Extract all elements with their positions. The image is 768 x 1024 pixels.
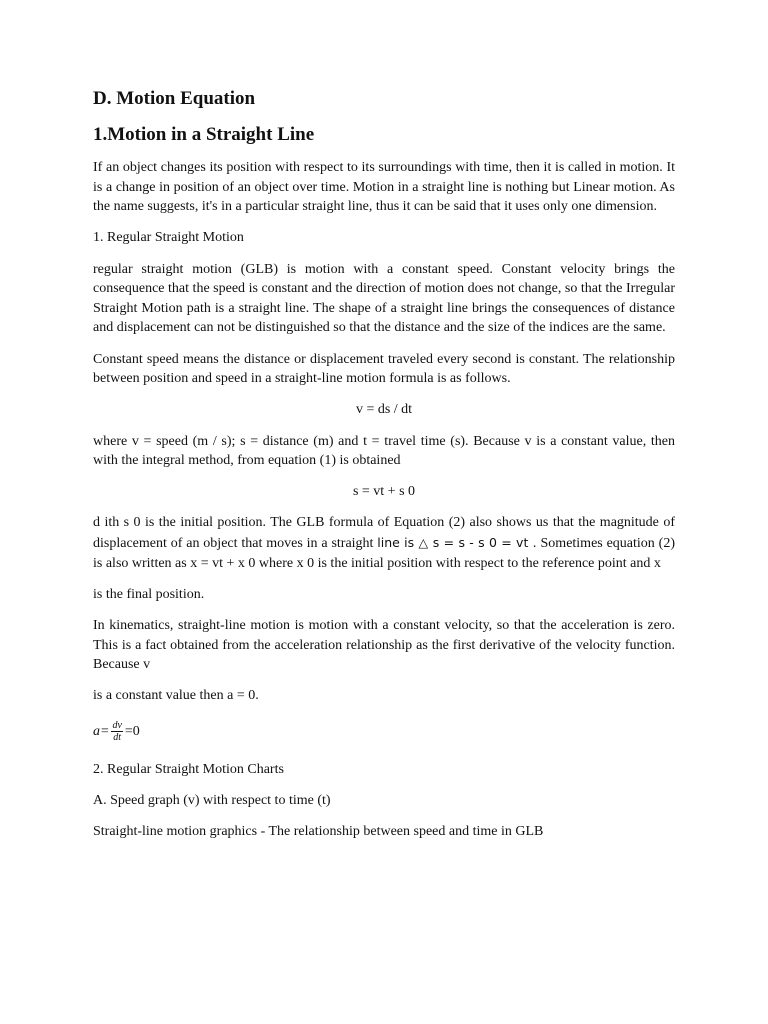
speed-graph-title: A. Speed graph (v) with respect to time (t) <box>93 792 331 808</box>
constant-value-paragraph: is a constant value then a = 0. <box>93 688 259 704</box>
equation-position: s = vt + s 0 <box>352 484 416 500</box>
formula-numerator: dv <box>112 720 122 732</box>
formula-denominator: dt <box>113 732 122 744</box>
final-position-paragraph: is the final position. <box>93 586 205 602</box>
subsection-title-charts: 2. Regular Straight Motion Charts <box>93 761 284 777</box>
equation-velocity: v = ds / dt <box>355 402 413 418</box>
acceleration-formula <box>93 718 675 746</box>
document-heading: D. Motion Equation <box>93 88 256 109</box>
graphics-caption: Straight-line motion graphics - The relationship between speed and time in GLB <box>93 823 544 839</box>
intro-paragraph: If an object changes its position with respect to its surroundings with time, then it is called in motion. It is a change in position of an object over time. Motion in a straight line is nothing but Linear motion. As the name suggests, it's in a particular straight line, thus it can be said that it uses only one dimension. <box>93 160 675 215</box>
displacement-inline-math: line is △ s = s - s 0 = vt . <box>377 535 537 551</box>
formula-fraction <box>111 720 122 743</box>
kinematics-paragraph: In kinematics, straight-line motion is motion with a constant velocity, so that the acceleration is zero. This is a fact obtained from the acceleration relationship as the first derivative of the velocity function. Because v <box>93 618 675 673</box>
subsection-title-regular-straight-motion: 1. Regular Straight Motion <box>93 230 244 246</box>
formula-rhs: =0 <box>124 723 140 739</box>
initial-position-text-b: Sometimes equation (2) is also written as x = vt + x 0 where x 0 is the initial position with respect to the reference point and x <box>93 536 675 571</box>
constant-speed-paragraph: Constant speed means the distance or displacement traveled every second is constant. The relationship between position and speed in a straight-line motion formula is as follows. <box>93 351 675 387</box>
initial-position-paragraph <box>93 513 675 573</box>
section-heading: 1.Motion in a Straight Line <box>93 124 315 145</box>
glb-definition-paragraph: regular straight motion (GLB) is motion with a constant speed. Constant velocity brings the consequence that the speed is constant and the direction of motion does not change, so that the Irregular Straight Motion path is a straight line. The shape of a straight line brings the consequences of distance and displacement can not be distinguished so that the distance and the size of the indices are the same. <box>93 261 675 336</box>
initial-position-text-a: d ith s 0 is the initial position. The GLB formula of Equation (2) also shows us that the magnitude of displacement of an object that moves in a straight <box>93 515 675 552</box>
variables-paragraph: where v = speed (m / s); s = distance (m) and t = travel time (s). Because v is a constant value, then with the integral method, from equation (1) is obtained <box>93 433 675 469</box>
formula-lhs: a= <box>93 723 110 739</box>
